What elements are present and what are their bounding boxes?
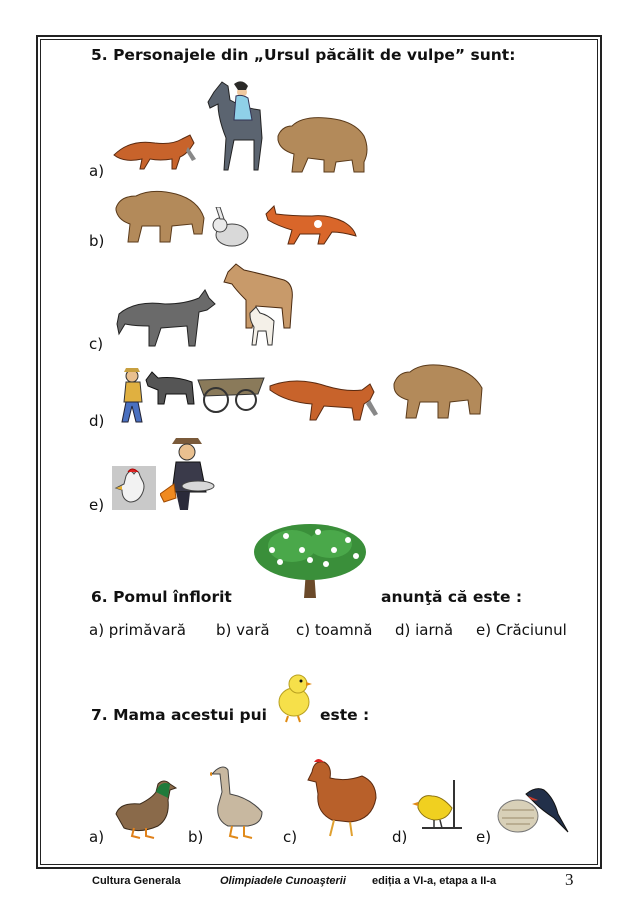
bear-icon bbox=[112, 186, 208, 248]
old-man-icon bbox=[160, 436, 220, 512]
q6-answer-c[interactable]: c) toamnă bbox=[296, 621, 373, 639]
hen-icon bbox=[306, 758, 382, 840]
question-5-title: 5. Personajele din „Ursul păcălit de vulpe” sunt: bbox=[91, 46, 516, 64]
oxen-icon bbox=[142, 370, 198, 408]
bear-icon bbox=[388, 360, 488, 422]
horse-rider-icon bbox=[204, 78, 270, 174]
goat-kid-icon bbox=[246, 305, 278, 349]
question-7-title-end: este : bbox=[320, 706, 370, 724]
q5-option-c-label[interactable]: c) bbox=[89, 335, 104, 353]
wolf-icon bbox=[115, 288, 217, 350]
swallow-icon bbox=[496, 780, 572, 840]
q6-answer-d[interactable]: d) iarnă bbox=[395, 621, 454, 639]
q7-option-a-label[interactable]: a) bbox=[89, 828, 105, 846]
fox-icon bbox=[262, 204, 358, 248]
chick-icon bbox=[274, 670, 314, 724]
rooster-icon bbox=[112, 466, 156, 510]
q7-option-b-label[interactable]: b) bbox=[188, 828, 204, 846]
q7-option-e-label[interactable]: e) bbox=[476, 828, 492, 846]
q5-option-d-label[interactable]: d) bbox=[89, 412, 105, 430]
page-number: 3 bbox=[565, 870, 574, 889]
q5-option-b-label[interactable]: b) bbox=[89, 232, 105, 250]
fox-icon bbox=[266, 376, 382, 426]
bear-icon bbox=[272, 110, 372, 176]
fox-icon bbox=[110, 125, 200, 175]
q6-answer-e[interactable]: e) Crăciunul bbox=[476, 621, 567, 639]
question-7-title-start: 7. Mama acestui pui bbox=[91, 706, 267, 724]
q7-option-c-label[interactable]: c) bbox=[283, 828, 298, 846]
blooming-tree-icon bbox=[252, 520, 370, 600]
question-6-title-start: 6. Pomul înflorit bbox=[91, 588, 232, 606]
q5-option-e-label[interactable]: e) bbox=[89, 496, 105, 514]
footer-competition: Olimpiadele Cunoaşterii bbox=[220, 875, 346, 887]
q5-option-a-label[interactable]: a) bbox=[89, 162, 105, 180]
question-6-title-end: anunţă că este : bbox=[381, 588, 523, 606]
footer-subject: Cultura Generala bbox=[92, 875, 181, 887]
goose-icon bbox=[210, 764, 268, 840]
cart-icon bbox=[194, 374, 266, 414]
q7-option-d-label[interactable]: d) bbox=[392, 828, 408, 846]
footer-edition: ediția a VI-a, etapa a II-a bbox=[372, 875, 497, 887]
rabbit-icon bbox=[210, 207, 252, 249]
canary-icon bbox=[412, 778, 466, 838]
q6-answer-b[interactable]: b) vară bbox=[216, 621, 270, 639]
duck-icon bbox=[110, 778, 178, 840]
q6-answer-a[interactable]: a) primăvară bbox=[89, 621, 186, 639]
